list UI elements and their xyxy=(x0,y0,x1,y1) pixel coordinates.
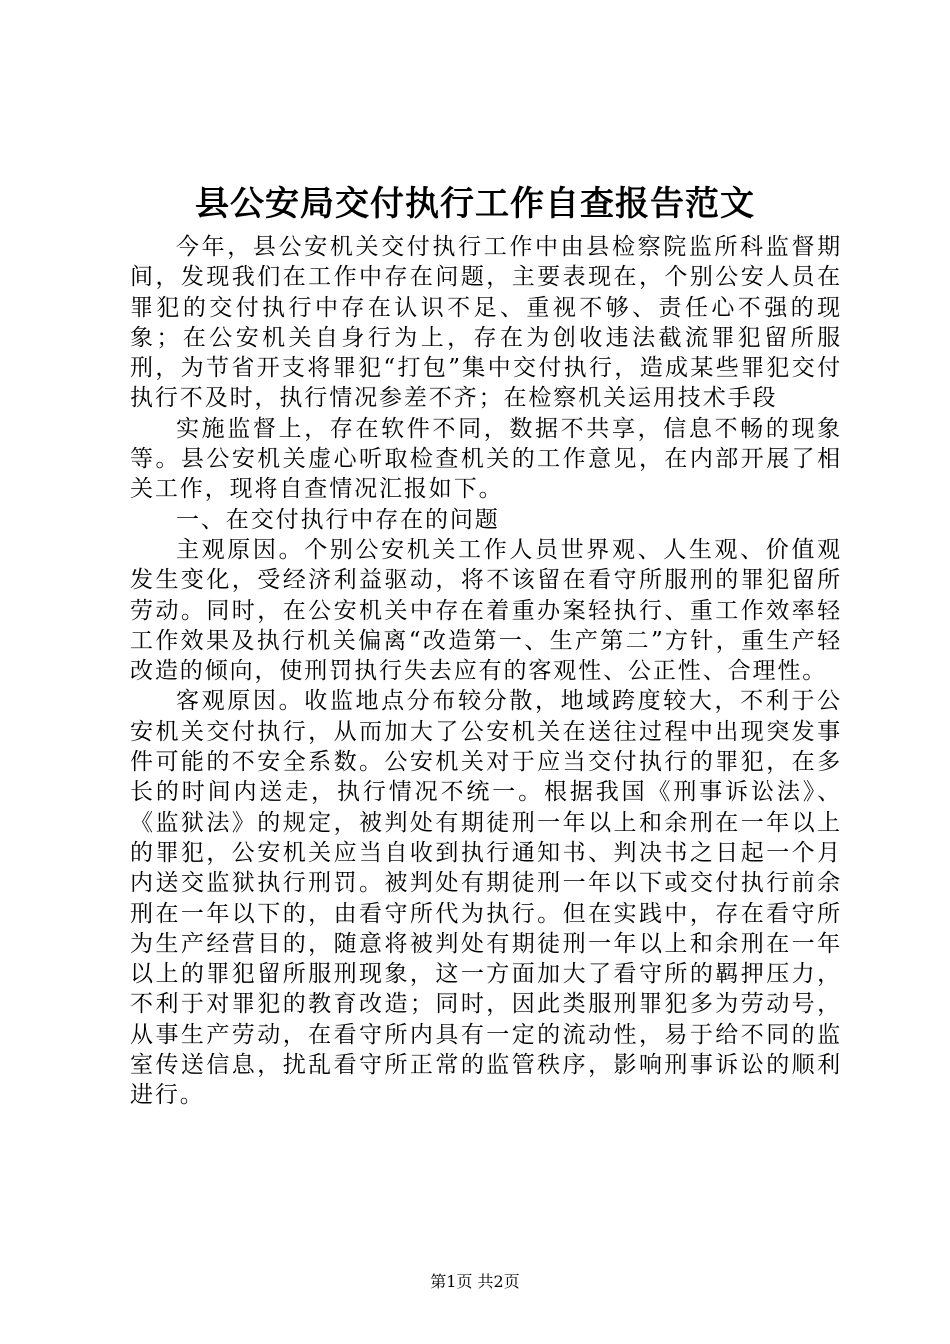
document-body xyxy=(130,232,842,1111)
page-footer: 第1页 共2页 xyxy=(430,1272,520,1291)
paragraph-1: 今年，县公安机关交付执行工作中由县检察院监所科监督期间，发现我们在工作中存在问题，主要表现在，个别公安人员在罪犯的交付执行中存在认识不足、重视不够、责任心不强的现象；在公安机关自身行为上，存在为创收违法截流罪犯留所服刑，为节省开支将罪犯“打包”集中交付执行，造成某些罪犯交付执行不及时，执行情况参差不齐；在检察机关运用技术手段 xyxy=(130,234,842,412)
paragraph-2: 实施监督上，存在软件不同，数据不共享，信息不畅的现象等。县公安机关虚心听取检查机关的工作意见，在内部开展了相关工作，现将自查情况汇报如下。 xyxy=(130,415,842,503)
section-heading: 一、在交付执行中存在的问题 xyxy=(176,506,500,533)
paragraph-4: 客观原因。收监地点分布较分散，地域跨度较大，不利于公安机关交付执行，从而加大了公安机关在送往过程中出现突发事件可能的不安全系数。公安机关对于应当交付执行的罪犯，在多长的时间内送走，执行情况不统一。根据我国《刑事诉讼法》、《监狱法》的规定，被判处有期徒刑一年以上和余刑在一年以上的罪犯，公安机关应当自收到执行通知书、判决书之日起一个月内送交监狱执行刑罚。被判处有期徒刑一年以下或交付执行前余刑在一年以下的，由看守所代为执行。但在实践中，存在看守所为生产经营目的，随意将被判处有期徒刑一年以上和余刑在一年以上的罪犯留所服刑现象，这一方面加大了看守所的羁押压力，不利于对罪犯的教育改造；同时，因此类服刑罪犯多为劳动号，从事生产劳动，在看守所内具有一定的流动性，易于给不同的监室传送信息，扰乱看守所正常的监管秩序，影响刑事诉讼的顺利进行。 xyxy=(130,688,842,1109)
paragraph-3: 主观原因。个别公安机关工作人员世界观、人生观、价值观发生变化，受经济利益驱动，将不该留在看守所服刑的罪犯留所劳动。同时，在公安机关中存在着重办案轻执行、重工作效率轻工作效果及执行机关偏离“改造第一、生产第二”方针，重生产轻改造的倾向，使刑罚执行失去应有的客观性、公正性、合理性。 xyxy=(130,536,842,685)
document-title: 县公安局交付执行工作自查报告范文 xyxy=(195,184,755,224)
